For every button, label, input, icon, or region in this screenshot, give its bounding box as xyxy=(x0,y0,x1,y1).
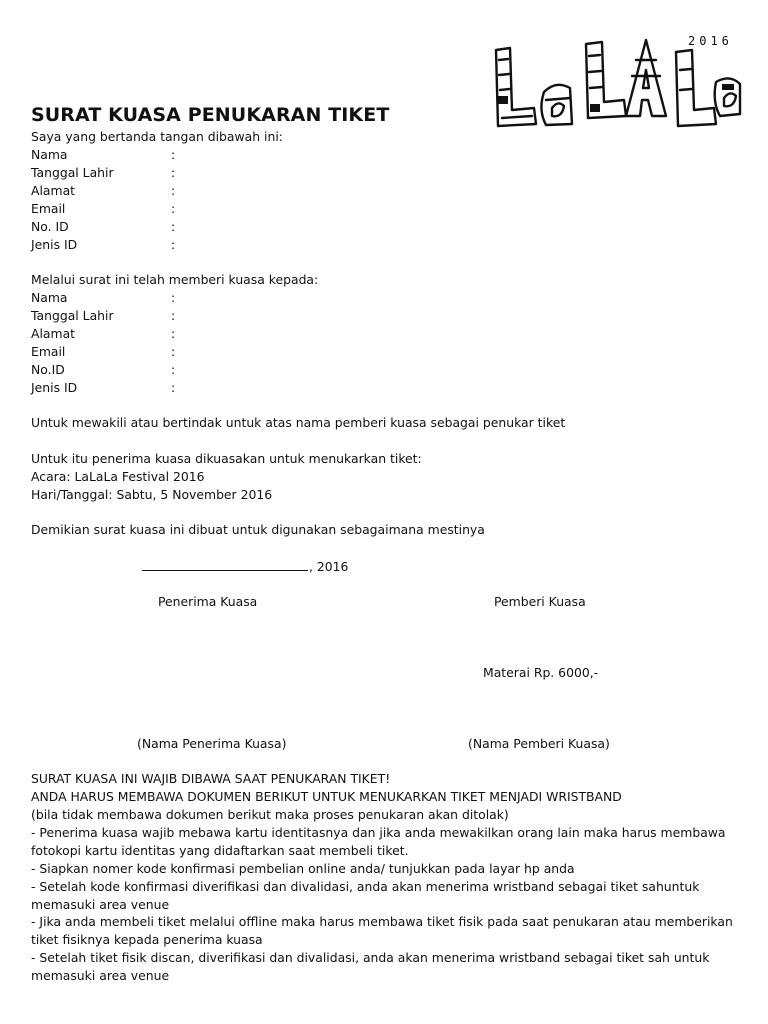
notes-line: - Siapkan nomer kode konfirmasi pembelian online anda/ tunjukkan pada layar hp anda xyxy=(31,861,575,876)
notes-line: ANDA HARUS MEMBAWA DOKUMEN BERIKUT UNTUK MENUKARKAN TIKET MENJADI WRISTBAND xyxy=(31,789,622,804)
stamp-note: Materai Rp. 6000,- xyxy=(483,665,599,680)
grantor-field-address: Alamat : xyxy=(31,183,176,198)
giver-title: Pemberi Kuasa xyxy=(494,594,586,609)
notes-line: SURAT KUASA INI WAJIB DIBAWA SAAT PENUKARAN TIKET! xyxy=(31,771,391,786)
grantee-field-id-number: No.ID : xyxy=(31,362,176,377)
logo-year: 2016 xyxy=(688,34,733,48)
notes-line: - Setelah kode konfirmasi diverifikasi dan divalidasi, anda akan menerima wristband sebagai tiket sahuntuk xyxy=(31,879,700,894)
grant-intro-text: Melalui surat ini telah memberi kuasa kepada: xyxy=(31,272,319,287)
grantee-field-id-type: Jenis ID : xyxy=(31,380,176,395)
place-blank xyxy=(142,558,308,571)
grantor-field-birthdate: Tanggal Lahir : xyxy=(31,165,176,180)
grantor-field-id-type: Jenis ID : xyxy=(31,237,176,252)
receiver-title: Penerima Kuasa xyxy=(158,594,258,609)
grantor-field-name: Nama : xyxy=(31,147,176,162)
grantee-field-email: Email : xyxy=(31,344,176,359)
notes-line: - Setelah tiket fisik discan, diverifikasi dan divalidasi, anda akan menerima wristband sebagai tiket sah untuk xyxy=(31,950,710,965)
event-date-line: Hari/Tanggal: Sabtu, 5 November 2016 xyxy=(31,487,273,502)
place-date-line xyxy=(142,558,348,575)
grantor-field-id-number: No. ID : xyxy=(31,219,176,234)
notes-line: memasuki area venue xyxy=(31,897,170,912)
notes-line: (bila tidak membawa dokumen berikut maka proses penukaran akan ditolak) xyxy=(31,807,509,822)
notes-line: - Jika anda membeli tiket melalui offline maka harus membawa tiket fisik pada saat penukaran atau memberikan xyxy=(31,914,733,929)
place-date-suffix: , 2016 xyxy=(309,559,349,574)
notes-line: - Penerima kuasa wajib mebawa kartu identitasnya dan jika anda mewakilkan orang lain maka harus membawa xyxy=(31,825,726,840)
closing-text: Demikian surat kuasa ini dibuat untuk digunakan sebagaimana mestinya xyxy=(31,522,485,537)
receiver-name: (Nama Penerima Kuasa) xyxy=(137,736,287,751)
notes-line: tiket fisiknya kepada penerima kuasa xyxy=(31,932,263,947)
notes-line: memasuki area venue xyxy=(31,968,170,983)
intro-text: Saya yang bertanda tangan dibawah ini: xyxy=(31,129,283,144)
grantor-field-email: Email : xyxy=(31,201,176,216)
giver-name: (Nama Pemberi Kuasa) xyxy=(468,736,610,751)
event-line: Acara: LaLaLa Festival 2016 xyxy=(31,469,205,484)
grantee-field-birthdate: Tanggal Lahir : xyxy=(31,308,176,323)
grantee-field-name: Nama : xyxy=(31,290,176,305)
purpose-text: Untuk mewakili atau bertindak untuk atas nama pemberi kuasa sebagai penukar tiket xyxy=(31,415,566,430)
authorization-line: Untuk itu penerima kuasa dikuasakan untuk menukarkan tiket: xyxy=(31,451,422,466)
lalala-festival-logo xyxy=(486,30,746,130)
grantee-field-address: Alamat : xyxy=(31,326,176,341)
page-title: SURAT KUASA PENUKARAN TIKET xyxy=(31,104,390,126)
notes-line: fotokopi kartu identitas yang didaftarkan saat membeli tiket. xyxy=(31,843,409,858)
